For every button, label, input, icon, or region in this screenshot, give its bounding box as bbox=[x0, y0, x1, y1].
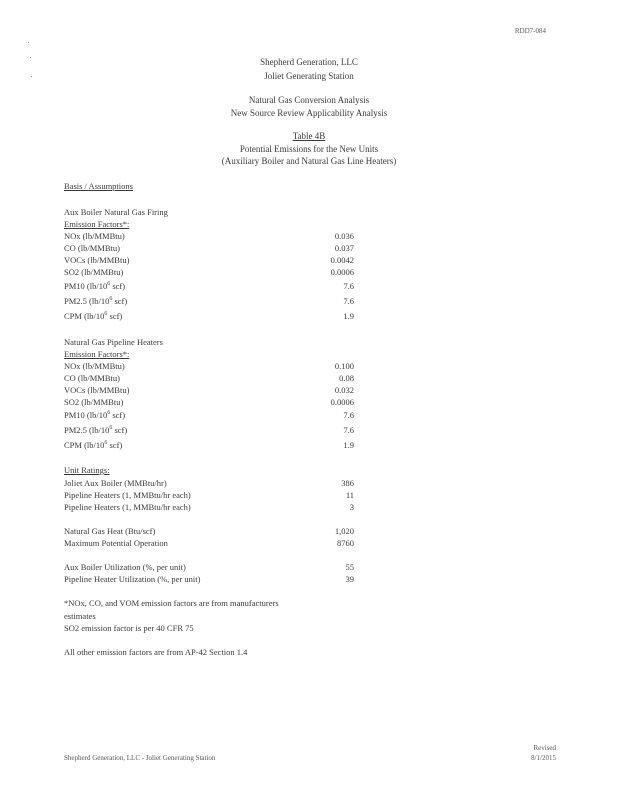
table-row-label: NOx (lb/MMBtu) bbox=[64, 361, 125, 371]
analysis-subtitle: New Source Review Applicability Analysis bbox=[230, 108, 388, 118]
table-row-label: PM2.5 ($lb/10^6$ scf) bbox=[64, 425, 128, 435]
table-row-label: PM10 ($lb/10^6$ scf) bbox=[64, 410, 126, 420]
aux-boiler-title: Aux Boiler Natural Gas Firing bbox=[64, 207, 168, 217]
table-row-value: 39 bbox=[345, 574, 354, 584]
table-row-label: VOCs (lb/MMBtu) bbox=[64, 255, 130, 265]
table-row-label: NOx (lb/MMBtu) bbox=[64, 231, 125, 241]
table-row-label: Maximum Potential Operation bbox=[64, 538, 168, 548]
table-row-label: CO (lb/MMBtu) bbox=[64, 373, 120, 383]
footnote: All other emission factors are from AP-42 Section 1.4 bbox=[64, 647, 248, 657]
table-row-label: CO (lb/MMBtu) bbox=[64, 243, 120, 253]
table-row-value: 1.9 bbox=[343, 311, 354, 321]
table-row-value: 7.6 bbox=[343, 425, 354, 435]
unit-ratings-heading: Unit Ratings: bbox=[64, 465, 110, 475]
table-row-value: 55 bbox=[345, 562, 354, 572]
table-row-label: Natural Gas Heat (Btu/scf) bbox=[64, 526, 156, 536]
table-row-label: VOCs (lb/MMBtu) bbox=[64, 385, 130, 395]
table-row-label: Pipeline Heaters (1, MMBtu/hr each) bbox=[64, 490, 191, 500]
analysis-title: Natural Gas Conversion Analysis bbox=[248, 95, 370, 105]
table-row-label: Pipeline Heater Utilization (%, per unit) bbox=[64, 574, 201, 584]
aux-factors-heading: Emission Factors*: bbox=[64, 219, 130, 229]
table-row-value: 7.6 bbox=[343, 410, 354, 420]
table-row-value: 11 bbox=[345, 490, 354, 500]
table-row-value: 0.08 bbox=[339, 373, 354, 383]
table-row-label: PM10 ($lb/10^6$ scf) bbox=[64, 281, 126, 291]
table-caption: Potential Emissions for the New Units bbox=[239, 144, 379, 154]
footnote: *NOx, CO, and VOM emission factors are from manufacturers bbox=[64, 598, 279, 608]
table-row-value: 7.6 bbox=[343, 296, 354, 306]
footnote: SO2 emission factor is per 40 CFR 75 bbox=[64, 623, 194, 633]
footer-company: Shepherd Generation, LLC - Joliet Generating Station bbox=[64, 754, 216, 762]
table-row-value: 3 bbox=[349, 502, 354, 512]
line-heaters-title: Natural Gas Pipeline Heaters bbox=[64, 337, 163, 347]
table-row-value: 0.0006 bbox=[330, 397, 354, 407]
table-title: Table 4B bbox=[292, 131, 326, 141]
table-caption-2: (Auxiliary Boiler and Natural Gas Line Heaters) bbox=[221, 156, 397, 166]
scan-speck bbox=[28, 42, 29, 43]
footer-revised-label: Revised bbox=[533, 744, 556, 752]
table-row-value: 0.0006 bbox=[330, 267, 354, 277]
table-row-label: SO2 (lb/MMBtu) bbox=[64, 267, 124, 277]
company-name: Shepherd Generation, LLC bbox=[260, 57, 358, 67]
table-row-label: Aux Boiler Utilization (%, per unit) bbox=[64, 562, 186, 572]
footer-revised-date: 8/1/2015 bbox=[531, 754, 556, 762]
table-row-value: 386 bbox=[341, 478, 354, 488]
table-row-value: 0.100 bbox=[334, 361, 354, 371]
table-row-value: 0.0042 bbox=[330, 255, 354, 265]
table-row-value: 0.036 bbox=[334, 231, 354, 241]
table-row-label: CPM ($lb/10^6$ scf) bbox=[64, 440, 123, 450]
table-row-label: SO2 (lb/MMBtu) bbox=[64, 397, 124, 407]
table-row-value: 1.9 bbox=[343, 440, 354, 450]
table-row-label: Joliet Aux Boiler (MMBtu/hr) bbox=[64, 478, 167, 488]
table-row-value: 7.6 bbox=[343, 281, 354, 291]
footnote: estimates bbox=[64, 611, 96, 621]
table-row-value: 1,020 bbox=[334, 526, 354, 536]
station-name: Joliet Generating Station bbox=[264, 71, 354, 81]
table-row-label: PM2.5 ($lb/10^6$ scf) bbox=[64, 296, 128, 306]
document-id: RDD7-084 bbox=[514, 27, 546, 35]
table-row-value: 8760 bbox=[337, 538, 354, 548]
table-row-label: Pipeline Heaters (1, MMBtu/hr each) bbox=[64, 502, 191, 512]
table-row-value: 0.037 bbox=[334, 243, 354, 253]
heater-factors-heading: Emission Factors*: bbox=[64, 349, 130, 359]
table-row-label: CPM ($lb/10^6$ scf) bbox=[64, 311, 123, 321]
basis-heading: Basis / Assumptions bbox=[64, 181, 133, 191]
table-row-value: 0.032 bbox=[334, 385, 354, 395]
